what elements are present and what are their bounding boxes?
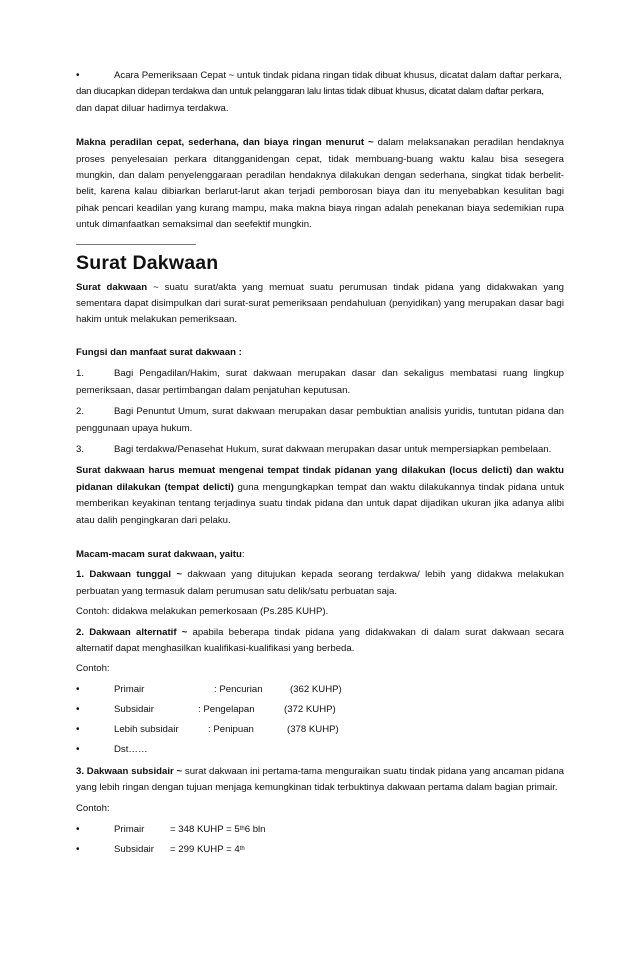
charge-article: (378 KUHP) bbox=[287, 724, 339, 736]
fungsi-item-2 bbox=[76, 404, 564, 437]
bullet-icon bbox=[76, 724, 114, 735]
alternatif-paragraph bbox=[76, 625, 564, 658]
fungsi-num: 1. bbox=[76, 368, 85, 380]
charge-offense: : Penipuan bbox=[208, 724, 254, 736]
tempat-lead: Surat dakwaan harus memuat mengenai tempat tindak pidanan yang dilakukan (locus delicti) dan waktu pidanan dilakukan (tempat delicti) bbox=[76, 465, 564, 493]
bullet-icon bbox=[76, 844, 114, 855]
tempat-paragraph bbox=[76, 463, 564, 529]
contoh-label: Contoh: bbox=[76, 663, 110, 675]
charge-article: (372 KUHP) bbox=[284, 704, 336, 716]
makna-text: dalam melaksanakan peradilan hendaknya proses penyelesaian perkara ditangganidengan cepat, tidak membuang-buang waktu kalau bisa sesegera mungkin, dan dalam penyelenggaraan peradilan hendaknya dilakukan dengan sederhana, singkat tidak berbelit-belit, karena kalau dibiarkan berlarut-larut akan terjadi pemborosan biaya dan itu menyebabkan kesulitan bagi pihak pencari keadilan yang kurang mampu, maka makna biaya ringan adalah penekanan biaya sedemikian rupa untuk dimanfaatkan semaksimal dan seefektif mungkin. bbox=[76, 137, 564, 231]
alternatif-list-item bbox=[76, 720, 564, 740]
alternatif-list-item bbox=[76, 680, 564, 700]
charge-level: Primair bbox=[114, 684, 145, 696]
tunggal-contoh: Contoh: didakwa melakukan pemerkosaan (Ps.285 KUHP). bbox=[76, 606, 329, 618]
charge-level: Subsidair bbox=[114, 704, 154, 716]
charge-level: Dst…… bbox=[114, 744, 148, 756]
bullet-icon bbox=[76, 744, 114, 755]
divider bbox=[76, 244, 196, 245]
charge-duration: 6 bln bbox=[244, 823, 266, 835]
subsidair-list-item: • Primair = 348 KUHP = 5 th 6 bln bbox=[76, 819, 564, 839]
contoh-label: Contoh: bbox=[76, 802, 110, 814]
fungsi-num: 3. bbox=[76, 443, 85, 455]
bullet-text: Acara Pemeriksaan Cepat ~ untuk tindak pidana ringan tidak dibuat khusus, dicatat dalam daftar perkara, bbox=[114, 70, 562, 81]
tunggal-lead: 1. Dakwaan tunggal ~ bbox=[76, 569, 183, 581]
charge-offense: : Pengelapan bbox=[198, 704, 255, 716]
definisi-lead: Surat dakwaan bbox=[76, 281, 148, 293]
fungsi-num: 2. bbox=[76, 406, 85, 418]
definisi-text: ~ suatu surat/akta yang memuat suatu perumusan tindak pidana yang didakwakan yang sementara dapat disimpulkan dari surat-surat pemeriksaan pendahuluan (penyidikan) yang merupakan dasar bagi hakim untuk melakukan pemeriksaan. bbox=[76, 281, 564, 326]
subsidair-list-item: • Subsidair = 299 KUHP = 4 th bbox=[76, 839, 564, 859]
bullet-icon bbox=[76, 704, 114, 715]
makna-paragraph bbox=[76, 135, 564, 233]
fungsi-heading: Fungsi dan manfaat surat dakwaan : bbox=[76, 346, 242, 358]
alternatif-lead: 2. Dakwaan alternatif ~ bbox=[76, 626, 188, 638]
makna-lead: Makna peradilan cepat, sederhana, dan biaya ringan menurut ~ bbox=[76, 137, 374, 149]
macam-heading: Macam-macam surat dakwaan, yaitu bbox=[76, 548, 242, 560]
fungsi-text: Bagi terdakwa/Penasehat Hukum, surat dakwaan merupakan dasar untuk mempersiapkan pembelaan. bbox=[114, 443, 552, 455]
paragraph-line: dan diucapkan didepan terdakwa dan untuk pelanggaran lalu lintas tidak dibuat khusus, dicatat dalam daftar perkara, bbox=[76, 86, 544, 98]
charge-article: (362 KUHP) bbox=[290, 684, 342, 696]
tempat-text: guna mengungkapkan tempat dan waktu dilakukannya tindak pidana untuk memberikan keyakinan tentang terjadinya suatu tindak pidana dan untuk dapat dijadikan ukuran jika adanya alibi atau dalih pengingkaran dari pelaku. bbox=[76, 481, 564, 526]
charge-level: Lebih subsidair bbox=[114, 724, 179, 736]
bullet-icon bbox=[76, 684, 114, 695]
fungsi-text: Bagi Pengadilan/Hakim, surat dakwaan merupakan dasar dan sekaligus membatasi ruang lingkup pemeriksaan, dasar pertimbangan dalam penjatuhan keputusan. bbox=[76, 368, 564, 396]
subsidair-lead: 3. Dakwaan subsidair ~ bbox=[76, 765, 183, 777]
macam-colon: : bbox=[241, 548, 245, 560]
charge-article: = 299 KUHP = 4 bbox=[170, 843, 240, 855]
bullet-icon bbox=[76, 824, 114, 835]
fungsi-item-1 bbox=[76, 366, 564, 399]
charge-level: Subsidair bbox=[114, 843, 154, 855]
charge-article: = 348 KUHP = 5 bbox=[170, 823, 240, 835]
tunggal-text: dakwaan yang ditujukan kepada seorang terdakwa/ lebih yang didakwa melakukan perbuatan yang termasuk dalam perumusan satu delik/satu perbuatan saja. bbox=[76, 569, 564, 597]
tunggal-paragraph bbox=[76, 567, 564, 600]
page-title: Surat Dakwaan bbox=[76, 251, 219, 274]
alternatif-list-item bbox=[76, 700, 564, 720]
fungsi-item-3 bbox=[76, 442, 564, 458]
charge-level: Primair bbox=[114, 823, 145, 835]
bullet-item bbox=[76, 68, 564, 84]
alternatif-text: apabila beberapa tindak pidana yang didakwakan di dalam surat dakwaan secara alternatif dapat menghasilkan kualifikasi-kualifikasi yang berbeda. bbox=[76, 626, 564, 654]
macam-heading-row bbox=[76, 547, 564, 563]
definisi-paragraph bbox=[76, 280, 564, 329]
alternatif-list-item bbox=[76, 740, 564, 760]
subsidair-paragraph bbox=[76, 764, 564, 797]
bullet-icon bbox=[76, 68, 114, 84]
charge-offense: : Pencurian bbox=[214, 684, 263, 696]
fungsi-text: Bagi Penuntut Umum, surat dakwaan merupakan dasar pembuktian analisis yuridis, tuntutan pidana dan penggunaan upaya hukum. bbox=[76, 406, 564, 434]
paragraph-line: dan dapat diluar hadirnya terdakwa. bbox=[76, 102, 229, 114]
document-page bbox=[76, 68, 564, 859]
subsidair-text: surat dakwaan ini pertama-tama menguraikan suatu tindak pidana yang ancaman pidana yang lebih ringan dengan tujuan menjaga kemungkinan tidak terbuktinya dakwaan pertama dalam bagian primair. bbox=[76, 765, 564, 794]
